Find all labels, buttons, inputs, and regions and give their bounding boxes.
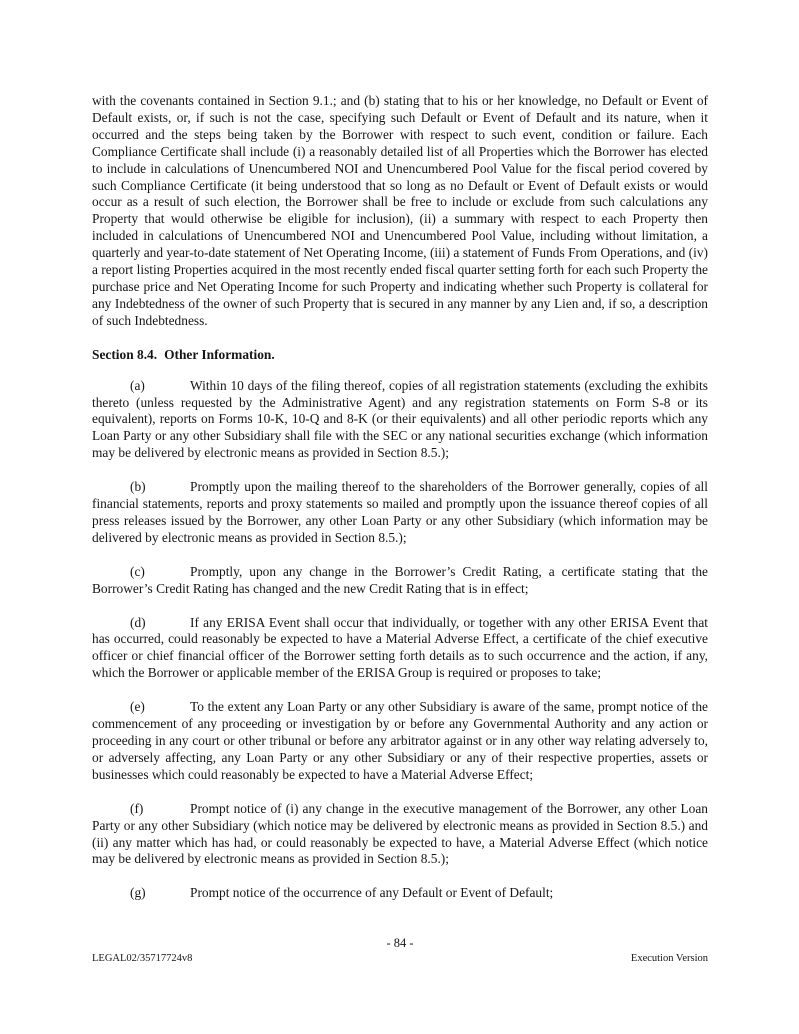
clause-label-f: (f) [130,800,144,816]
clause-paragraph-f [92,801,708,869]
clause-paragraph-e [92,699,708,784]
clause-label-c: (c) [130,563,145,579]
page-number: - 84 - [386,936,414,950]
clause-paragraph-g [92,885,708,902]
continuation-paragraph: with the covenants contained in Section 9.1.; and (b) stating that to his or her knowledge, no Default or Event of Default exists, or, if such is not the case, specifying such Default or Event of Default and its nature, when it occurred and the steps being taken by the Borrower with respect to such event, condition or failure. Each Compliance Certificate shall include (i) a reasonably detailed list of all Properties which the Borrower has elected to include in calculations of Unencumbered NOI and Unencumbered Pool Value for the fiscal period covered by such Compliance Certificate (it being understood that so long as no Default or Event of Default exists or would occur as a result of such election, the Borrower shall be free to include or exclude from such calculations any Property that would otherwise be eligible for inclusion), (ii) a summary with respect to each Property then included in calculations of Unencumbered NOI and Unencumbered Pool Value, including without limitation, a quarterly and year-to-date statement of Net Operating Income, (iii) a statement of Funds From Operations, and (iv) a report listing Properties acquired in the most recently ended fiscal quarter setting forth for each such Property the purchase price and Net Operating Income for such Property and indicating whether such Property is collateral for any Indebtedness of the owner of such Property that is secured in any manner by any Lien and, if so, a description of such Indebtedness. [92,93,708,328]
section-heading-number: Section 8.4. [92,346,158,362]
section-heading [92,347,708,364]
clause-paragraph-c [92,564,708,598]
clause-label-e: (e) [130,699,145,715]
clause-paragraph-d [92,615,708,683]
footer-doc-id: LEGAL02/35717724v8 [92,953,193,964]
clause-label-g: (g) [130,885,146,901]
clause-paragraph-b [92,479,708,547]
clause-text-e: To the extent any Loan Party or any other Subsidiary is aware of the same, prompt notice of the commencement of any proceeding or investigation by or before any Governmental Authority and any action or proceeding in any court or other tribunal or before any arbitrator against or in any other way relating adversely to, or adversely affecting, any Loan Party or any other Subsidiary or any of their respective properties, assets or businesses which could reasonably be expected to have a Material Adverse Effect; [92,699,708,782]
clause-text-a: Within 10 days of the filing thereof, copies of all registration statements (excluding the exhibits thereto (unless requested by the Administrative Agent) and any registration statements on Form S-8 or its equivalent), reports on Forms 10-K, 10-Q and 8-K (or their equivalents) and all other periodic reports which any Loan Party or any other Subsidiary shall file with the SEC or any national securities exchange (which information may be delivered by electronic means as provided in Section 8.5.); [92,377,708,461]
page-footer [92,936,708,965]
clause-text-b: Promptly upon the mailing thereof to the shareholders of the Borrower generally, copies of all financial statements, reports and proxy statements so mailed and promptly upon the issuance thereof copies of all press releases issued by the Borrower, any other Loan Party or any other Subsidiary (which information may be delivered by electronic means as provided in Section 8.5.); [92,479,708,545]
clause-text-c: Promptly, upon any change in the Borrower’s Credit Rating, a certificate stating that the Borrower’s Credit Rating has changed and the new Credit Rating that is in effect; [92,563,708,596]
clause-text-f: Prompt notice of (i) any change in the executive management of the Borrower, any other Loan Party or any other Subsidiary (which notice may be delivered by electronic means as provided in Section 8.5.) and (ii) any matter which has had, or could reasonably be expected to have, a Material Adverse Effect (which notice may be delivered by electronic means as provided in Section 8.5.); [92,800,708,867]
clause-label-b: (b) [130,479,146,495]
clause-label-a: (a) [130,377,145,393]
clause-paragraph-a [92,378,708,463]
clause-text-g: Prompt notice of the occurrence of any Default or Event of Default; [190,885,554,901]
footer-version-label: Execution Version [630,953,708,964]
document-content [92,93,708,919]
footer-row [92,953,708,965]
section-heading-title: Other Information. [164,346,275,362]
clause-label-d: (d) [130,614,146,630]
clause-text-d: If any ERISA Event shall occur that individually, or together with any other ERISA Event that has occurred, could reasonably be expected to have a Material Adverse Effect, a certificate of the chief executive officer or chief financial officer of the Borrower setting forth details as to such occurrence and the action, if any, which the Borrower or applicable member of the ERISA Group is required or proposes to take; [92,614,708,681]
